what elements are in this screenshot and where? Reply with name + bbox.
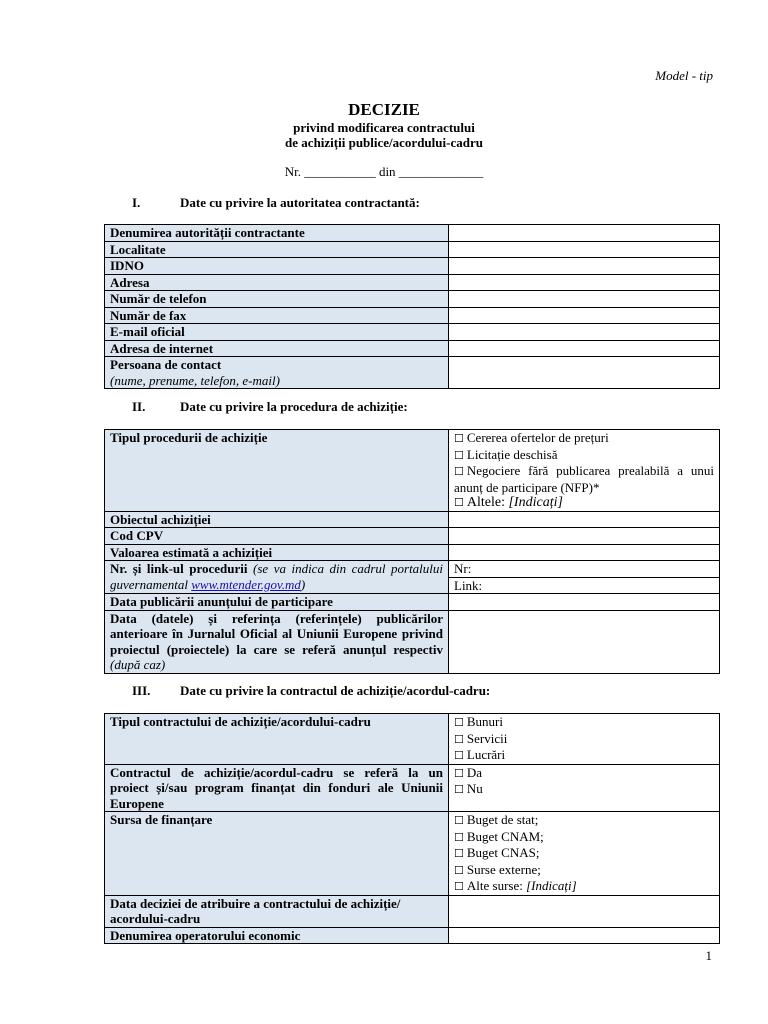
option-goods[interactable] <box>454 714 714 731</box>
contact-person-label <box>105 357 449 389</box>
checkbox-icon: ☐ <box>454 814 464 827</box>
object-field[interactable] <box>449 511 720 528</box>
contact-person-note: (nume, prenume, telefon, e-mail) <box>110 372 280 388</box>
section-2-title: Date cu privire la procedura de achiziție: <box>180 399 408 414</box>
phone-label: Număr de telefon <box>105 291 449 308</box>
procedure-link-title: Nr. și link-ul procedurii <box>110 561 248 576</box>
contact-person-field[interactable] <box>449 357 720 389</box>
number-date-line: Nr. ___________ din _____________ <box>284 164 484 179</box>
funding-source-options <box>449 812 720 896</box>
option-other-sources-label: Alte surse: <box>466 878 523 893</box>
contract-type-label: Tipul contractului de achiziție/acordului-cadru <box>105 714 449 765</box>
option-works-label: Lucrări <box>466 747 506 762</box>
address-label: Adresa <box>105 274 449 291</box>
document-subtitle-1: privind modificarea contractului <box>293 120 475 135</box>
option-state-budget-label: Buget de stat; <box>466 812 539 827</box>
option-other[interactable] <box>454 495 714 511</box>
website-label: Adresa de internet <box>105 340 449 357</box>
procedure-link-field[interactable]: Link: <box>449 577 720 594</box>
eu-funded-label: Contractul de achiziție/acordul-cadru se referă la un proiect și/sau program finanțat din fonduri ale Uniunii Europene <box>105 764 449 812</box>
section-1-heading <box>132 195 420 211</box>
eu-references-field[interactable] <box>449 610 720 673</box>
award-date-label: Data deciziei de atribuire a contractului de achiziție/ acordului-cadru <box>105 895 449 927</box>
section-2-heading <box>132 399 408 415</box>
option-open-tender[interactable] <box>454 447 714 464</box>
option-other-hint: [Indicați] <box>508 495 563 510</box>
funding-source-label: Sursa de finanțare <box>105 812 449 896</box>
cpv-label: Cod CPV <box>105 528 449 545</box>
document-subtitle-2: de achiziții publice/acordului-cadru <box>285 135 483 150</box>
eu-references-title: Data (datele) și referința (referințele) publicărilor anterioare în Jurnalul Oficial al Uniunii Europene privind proiectul (proiectele) la care se referă anunțul respectiv <box>110 610 443 657</box>
contract-table <box>104 713 720 944</box>
option-cnas-budget-label: Buget CNAS; <box>466 845 540 860</box>
option-external-sources[interactable] <box>454 862 714 879</box>
idno-field[interactable] <box>449 258 720 275</box>
section-3-number: III. <box>132 683 151 698</box>
option-goods-label: Bunuri <box>466 714 503 729</box>
cpv-field[interactable] <box>449 528 720 545</box>
publication-date-label: Data publicării anunțului de participare <box>105 594 449 611</box>
checkbox-icon: ☐ <box>454 766 464 780</box>
option-other-label: Altele: <box>466 495 505 510</box>
procedure-nr-field[interactable]: Nr: <box>449 561 720 578</box>
option-cnam-budget-label: Buget CNAM; <box>466 828 544 844</box>
section-3-heading <box>132 683 490 699</box>
option-cnam-budget[interactable] <box>454 829 714 846</box>
fax-label: Număr de fax <box>105 307 449 324</box>
document-title: DECIZIE <box>348 100 420 119</box>
option-services[interactable] <box>454 731 714 748</box>
checkbox-icon: ☐ <box>454 448 464 462</box>
email-field[interactable] <box>449 324 720 341</box>
procedure-link-note: (se va indica din cadrul portalului guvernamental <box>110 561 444 592</box>
website-field[interactable] <box>449 340 720 357</box>
option-negotiation[interactable] <box>454 463 714 495</box>
checkbox-icon: ☐ <box>454 732 464 746</box>
email-label: E-mail oficial <box>105 324 449 341</box>
publication-date-field[interactable] <box>449 594 720 611</box>
award-date-field[interactable] <box>449 895 720 927</box>
option-other-sources-hint: [Indicați] <box>526 878 577 893</box>
eu-references-note: (după caz) <box>110 657 166 672</box>
contact-person-title: Persoana de contact <box>110 357 222 372</box>
checkbox-icon: ☐ <box>454 783 464 796</box>
option-state-budget[interactable] <box>454 812 714 829</box>
phone-field[interactable] <box>449 291 720 308</box>
option-works[interactable] <box>454 747 714 764</box>
checkbox-icon: ☐ <box>454 465 464 478</box>
checkbox-icon: ☐ <box>454 863 464 877</box>
economic-operator-label: Denumirea operatorului economic <box>105 927 449 944</box>
model-tip-label: Model - tip <box>655 68 713 83</box>
idno-label: IDNO <box>105 258 449 275</box>
option-yes-label: Da <box>466 764 483 780</box>
option-services-label: Servicii <box>466 730 508 746</box>
checkbox-icon: ☐ <box>454 716 464 729</box>
section-1-number: I. <box>132 195 141 210</box>
checkbox-icon: ☐ <box>454 496 464 509</box>
checkbox-icon: ☐ <box>454 749 464 762</box>
page-number: 1 <box>705 948 712 963</box>
procedure-type-options <box>449 430 720 512</box>
checkbox-icon: ☐ <box>454 432 464 445</box>
section-3-title: Date cu privire la contractul de achiziție/acordul-cadru: <box>180 683 491 698</box>
estimated-value-field[interactable] <box>449 544 720 561</box>
eu-funded-options <box>449 764 720 812</box>
locality-field[interactable] <box>449 241 720 258</box>
mtender-link[interactable]: www.mtender.gov.md <box>191 576 301 592</box>
object-label: Obiectul achiziției <box>105 511 449 528</box>
procedure-link-label <box>105 561 449 594</box>
contract-type-options <box>449 714 720 765</box>
option-no[interactable] <box>454 781 714 798</box>
checkbox-icon: ☐ <box>454 847 464 860</box>
procedure-type-label: Tipul procedurii de achiziție <box>105 430 449 512</box>
option-price-request[interactable] <box>454 430 714 447</box>
option-no-label: Nu <box>466 781 483 796</box>
procedure-table <box>104 429 720 674</box>
authority-name-field[interactable] <box>449 225 720 242</box>
section-2-number: II. <box>132 399 146 414</box>
option-yes[interactable] <box>454 765 714 782</box>
option-cnas-budget[interactable] <box>454 845 714 862</box>
option-negotiation-label: Negociere fără publicarea prealabilă a unui anunț de participare (NFP)* <box>454 463 714 495</box>
option-other-sources[interactable] <box>454 878 714 895</box>
option-open-tender-label: Licitație deschisă <box>466 446 558 462</box>
locality-label: Localitate <box>105 241 449 258</box>
address-field[interactable] <box>449 274 720 291</box>
economic-operator-field[interactable] <box>449 927 720 944</box>
eu-references-label <box>105 610 449 673</box>
authority-name-label: Denumirea autorității contractante <box>105 225 449 242</box>
option-price-request-label: Cererea ofertelor de prețuri <box>466 430 609 445</box>
section-1-title: Date cu privire la autoritatea contractantă: <box>180 195 420 210</box>
checkbox-icon: ☐ <box>454 830 464 844</box>
fax-field[interactable] <box>449 307 720 324</box>
estimated-value-label: Valoarea estimată a achiziției <box>105 544 449 561</box>
contracting-authority-table <box>104 224 720 389</box>
option-external-sources-label: Surse externe; <box>466 861 541 877</box>
procedure-link-close: ) <box>300 576 306 592</box>
checkbox-icon: ☐ <box>454 880 464 893</box>
